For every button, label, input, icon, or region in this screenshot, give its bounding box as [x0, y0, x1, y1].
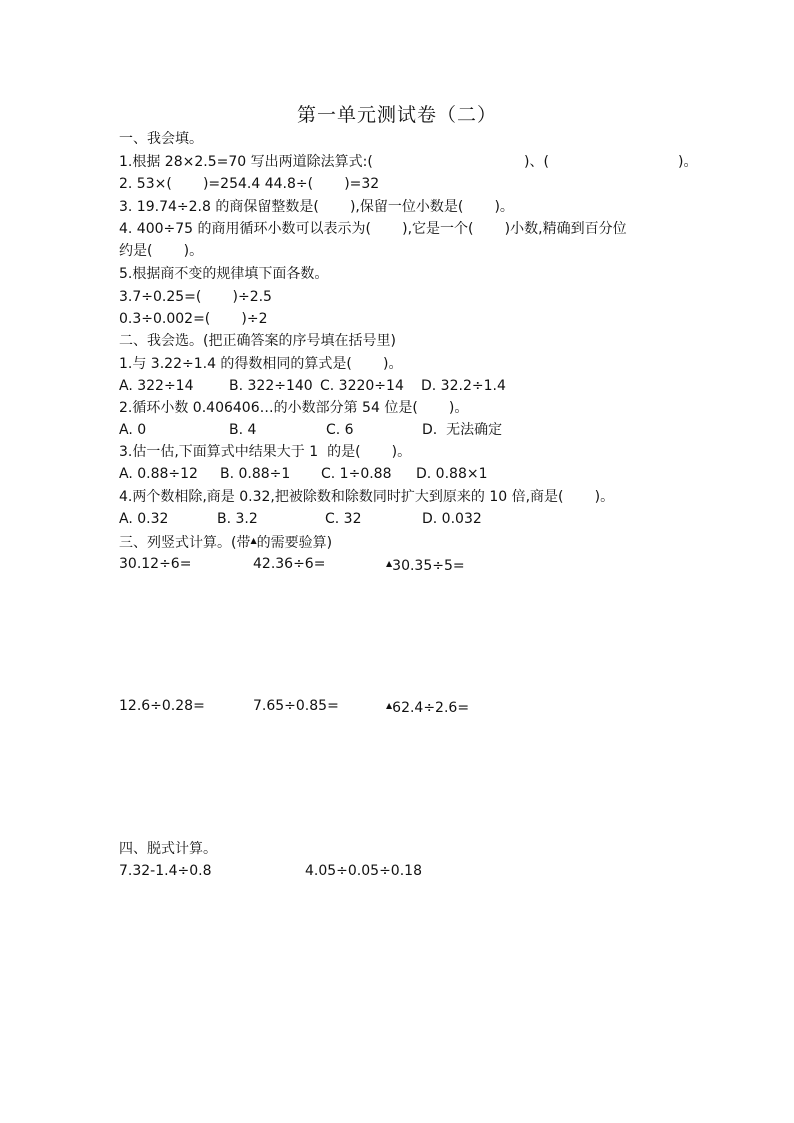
- option-2-2-d: D. 无法确定: [422, 422, 503, 438]
- question-1-2: 2. 53×( )=254.4 44.8÷( )=32: [119, 176, 380, 192]
- option-2-2-c: C. 6: [326, 422, 354, 438]
- question-1-5-b: 0.3÷0.002=( )÷2: [119, 311, 268, 327]
- section-3-heading: [119, 532, 332, 552]
- question-1-1-end: )。: [678, 154, 698, 170]
- vertical-calc-2: 42.36÷6=: [253, 556, 326, 572]
- triangle-icon: ▲: [386, 559, 393, 568]
- option-2-3-a: A. 0.88÷12: [119, 466, 198, 482]
- option-2-1-d: D. 32.2÷1.4: [421, 378, 506, 394]
- question-2-3: 3.估一估,下面算式中结果大于 1 的是( )。: [119, 444, 412, 460]
- vertical-calc-5: 7.65÷0.85=: [253, 698, 339, 714]
- question-1-5: 5.根据商不变的规律填下面各数。: [119, 266, 329, 282]
- vertical-calc-6: ▲62.4÷2.6=: [386, 700, 470, 716]
- step-calc-2: 4.05÷0.05÷0.18: [305, 863, 422, 879]
- question-1-4-line1: 4. 400÷75 的商用循环小数可以表示为( ),它是一个( )小数,精确到百分位: [119, 221, 627, 237]
- option-2-4-c: C. 32: [325, 511, 362, 527]
- option-2-2-b: B. 4: [229, 422, 257, 438]
- question-2-2: 2.循环小数 0.406406…的小数部分第 54 位是( )。: [119, 400, 469, 416]
- option-2-3-b: B. 0.88÷1: [220, 466, 291, 482]
- option-2-4-d: D. 0.032: [422, 511, 482, 527]
- option-2-3-d: D. 0.88×1: [416, 466, 488, 482]
- option-2-1-c: C. 3220÷14: [320, 378, 404, 394]
- option-2-1-b: B. 322÷140: [229, 378, 313, 394]
- question-2-1: 1.与 3.22÷1.4 的得数相同的算式是( )。: [119, 356, 403, 372]
- question-2-4: 4.两个数相除,商是 0.32,把被除数和除数同时扩大到原来的 10 倍,商是( )。: [119, 489, 615, 505]
- triangle-icon: ▲: [386, 701, 393, 710]
- option-2-3-c: C. 1÷0.88: [321, 466, 392, 482]
- question-1-3: 3. 19.74÷2.8 的商保留整数是( ),保留一位小数是( )。: [119, 199, 514, 215]
- vertical-calc-4: 12.6÷0.28=: [119, 698, 205, 714]
- section-2-heading: 二、我会选。(把正确答案的序号填在括号里): [119, 333, 396, 349]
- vertical-calc-3: ▲30.35÷5=: [386, 558, 465, 574]
- option-2-1-a: A. 322÷14: [119, 378, 194, 394]
- option-2-4-b: B. 3.2: [217, 511, 258, 527]
- section-3-heading-b: 的需要验算): [256, 535, 333, 551]
- section-4-heading: 四、脱式计算。: [119, 841, 217, 857]
- option-2-4-a: A. 0.32: [119, 511, 169, 527]
- section-1-heading: 一、我会填。: [119, 131, 203, 147]
- question-1-4-line2: 约是( )。: [119, 243, 204, 259]
- step-calc-1: 7.32-1.4÷0.8: [119, 863, 212, 879]
- question-1-1-mid: )、(: [524, 154, 549, 170]
- page-title: 第一单元测试卷（二）: [296, 104, 497, 126]
- option-2-2-a: A. 0: [119, 422, 147, 438]
- vertical-calc-1: 30.12÷6=: [119, 556, 192, 572]
- triangle-icon: ▲: [250, 536, 257, 545]
- question-1-5-a: 3.7÷0.25=( )÷2.5: [119, 289, 272, 305]
- section-3-heading-a: 三、列竖式计算。(带: [119, 535, 251, 551]
- question-1-1-text: 1.根据 28×2.5=70 写出两道除法算式:(: [119, 154, 373, 170]
